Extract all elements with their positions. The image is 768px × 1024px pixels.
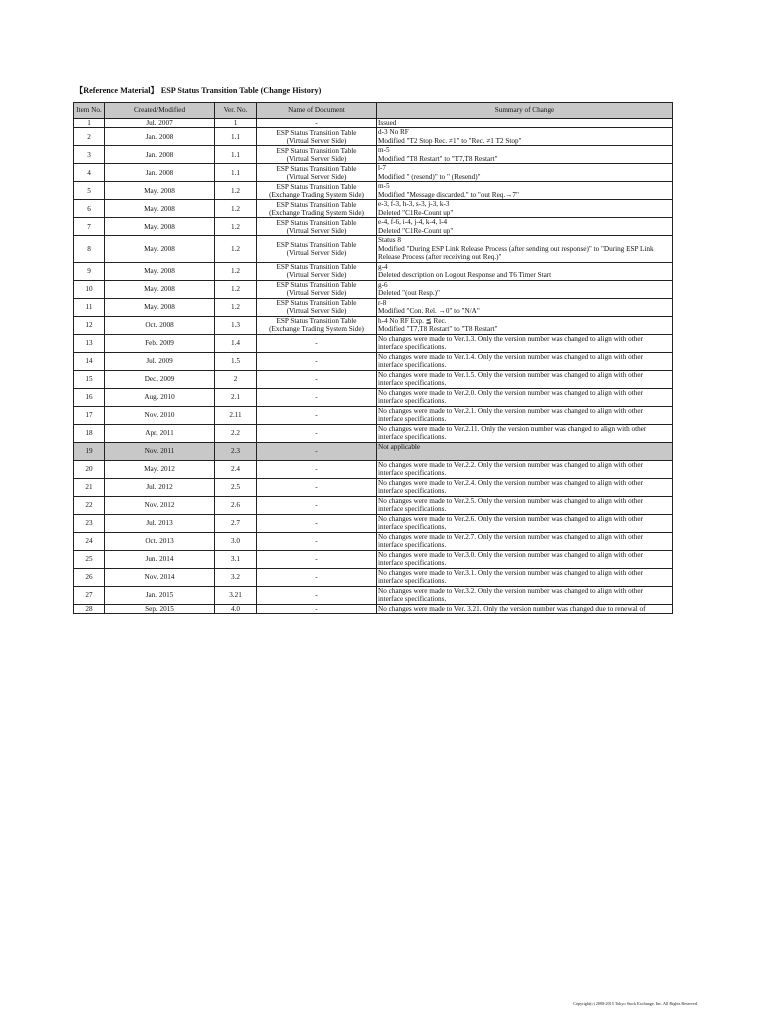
cell-item-no: 12 [74,316,105,334]
document-name-line: ESP Status Transition Table [276,200,357,209]
cell-summary [377,586,673,604]
summary-line: h-4 No RF Exp. ≦ Rec. [378,316,447,325]
document-name-line: - [315,536,318,545]
summary-line: Modified "T2 Stop Rec. ≠1" to "Rec. ≠1 T2 Stop" [378,136,522,145]
cell-item-no: 6 [74,200,105,218]
summary-line: Release Process (after receiving out Req.)" [378,253,502,262]
cell-version: 3.2 [215,568,257,586]
document-name-line: - [315,338,318,347]
cell-version: 1.1 [215,164,257,182]
cell-date: Jan. 2008 [105,164,215,182]
document-name-line: - [315,119,318,127]
cell-item-no: 15 [74,370,105,388]
summary-line: Deleted "C1Re-Count up" [378,226,454,235]
summary-line: interface specifications. [378,505,447,514]
summary-line: Deleted "C1Re-Count up" [378,208,454,217]
cell-item-no: 23 [74,514,105,532]
cell-item-no: 9 [74,262,105,280]
cell-summary [377,442,673,460]
cell-summary [377,218,673,236]
cell-date: Jun. 2014 [105,550,215,568]
summary-line: interface specifications. [378,415,447,424]
cell-item-no: 11 [74,298,105,316]
header-summary-of-change: Summary of Change [377,103,673,119]
cell-item-no: 4 [74,164,105,182]
summary-line: No changes were made to Ver.2.11. Only the version number was changed to align with other [378,424,647,433]
cell-document-name [257,406,377,424]
summary-line: No changes were made to Ver.3.2. Only the version number was changed to align with other [378,586,643,595]
cell-document-name [257,388,377,406]
cell-summary [377,280,673,298]
cell-summary [377,236,673,262]
cell-item-no: 25 [74,550,105,568]
document-name-line: ESP Status Transition Table [276,182,357,191]
cell-summary [377,334,673,352]
cell-version: 3.21 [215,586,257,604]
summary-line: Modified " (resend)" to " (Resend)" [378,172,481,181]
cell-date: Jul. 2012 [105,478,215,496]
table-row [74,352,673,370]
cell-document-name [257,550,377,568]
cell-item-no: 14 [74,352,105,370]
table-row [74,218,673,236]
document-name-line: - [315,464,318,473]
cell-document-name [257,164,377,182]
document-title: 【Reference Material】 ESP Status Transition Table (Change History) [75,86,322,95]
header-name-of-document: Name of Document [257,103,377,119]
cell-date: Jul. 2007 [105,119,215,128]
cell-item-no: 3 [74,146,105,164]
cell-document-name [257,352,377,370]
document-name-line: (Virtual Server Side) [286,307,347,316]
cell-version: 1.2 [215,200,257,218]
document-name-line: (Virtual Server Side) [286,271,347,280]
summary-line: Deleted description on Logout Response and T6 Timer Start [378,271,552,280]
cell-document-name [257,298,377,316]
cell-version: 2 [215,370,257,388]
summary-line: No changes were made to Ver.2.0. Only the version number was changed to align with other [378,388,643,397]
table-row [74,550,673,568]
table-row [74,182,673,200]
cell-version: 2.4 [215,460,257,478]
summary-line: interface specifications. [378,577,447,586]
cell-summary [377,164,673,182]
cell-date: Nov. 2012 [105,496,215,514]
summary-line: Status 8 [378,236,401,245]
cell-document-name [257,146,377,164]
cell-item-no: 13 [74,334,105,352]
summary-line: Modified "T7,T8 Restart" to "T8 Restart" [378,325,498,334]
cell-date: Jan. 2008 [105,128,215,146]
table-row [74,406,673,424]
table-row [74,370,673,388]
summary-line: No changes were made to Ver.3.1. Only the version number was changed to align with other [378,568,643,577]
summary-line: No changes were made to Ver.1.4. Only the version number was changed to align with other [378,352,643,361]
cell-version: 1.2 [215,182,257,200]
cell-version: 1 [215,119,257,128]
cell-date: May. 2008 [105,280,215,298]
cell-document-name [257,442,377,460]
cell-date: May. 2012 [105,460,215,478]
document-name-line: - [315,428,318,437]
cell-item-no: 22 [74,496,105,514]
document-name-line: ESP Status Transition Table [276,298,357,307]
cell-document-name [257,119,377,128]
cell-version: 2.6 [215,496,257,514]
cell-date: Jul. 2009 [105,352,215,370]
table-row [74,586,673,604]
cell-document-name [257,316,377,334]
cell-version: 3.0 [215,532,257,550]
cell-date: May. 2008 [105,200,215,218]
table-body [74,119,673,614]
summary-line: No changes were made to Ver.3.0. Only the version number was changed to align with other [378,550,643,559]
cell-item-no: 1 [74,119,105,128]
cell-date: May. 2008 [105,182,215,200]
summary-line: No changes were made to Ver.2.6. Only the version number was changed to align with other [378,514,643,523]
cell-document-name [257,496,377,514]
cell-date: Nov. 2014 [105,568,215,586]
cell-date: Nov. 2010 [105,406,215,424]
summary-line: Issued [378,119,397,127]
cell-item-no: 16 [74,388,105,406]
summary-line: g-4 [378,262,388,271]
cell-document-name [257,128,377,146]
table-row [74,298,673,316]
cell-summary [377,424,673,442]
cell-version: 1.3 [215,316,257,334]
table-row [74,604,673,613]
cell-document-name [257,262,377,280]
cell-summary [377,262,673,280]
document-name-line: ESP Status Transition Table [276,128,357,137]
cell-version: 1.1 [215,128,257,146]
cell-summary [377,532,673,550]
summary-line: interface specifications. [378,541,447,550]
cell-item-no: 19 [74,442,105,460]
document-name-line: - [315,604,318,613]
table-row [74,236,673,262]
cell-item-no: 8 [74,236,105,262]
document-name-line: (Virtual Server Side) [286,154,347,163]
cell-version: 3.1 [215,550,257,568]
cell-version: 2.5 [215,478,257,496]
cell-version: 2.11 [215,406,257,424]
document-name-line: ESP Status Transition Table [276,218,357,227]
cell-version: 2.7 [215,514,257,532]
cell-date: Oct. 2013 [105,532,215,550]
cell-date: Dec. 2009 [105,370,215,388]
document-name-line: - [315,500,318,509]
cell-item-no: 26 [74,568,105,586]
cell-date: May. 2008 [105,298,215,316]
summary-line: No changes were made to Ver.1.3. Only the version number was changed to align with other [378,334,643,343]
cell-version: 4.0 [215,604,257,613]
copyright-footer: Copyright(c) 2008-2015 Tokyo Stock Exchange, Inc. All Rights Reserved. [573,1001,698,1006]
summary-line: interface specifications. [378,343,447,352]
cell-summary [377,316,673,334]
cell-version: 1.5 [215,352,257,370]
summary-line: l-7 [378,164,386,173]
table-row [74,334,673,352]
cell-summary [377,352,673,370]
document-name-line: ESP Status Transition Table [276,240,357,249]
cell-item-no: 5 [74,182,105,200]
cell-document-name [257,236,377,262]
document-name-line: - [315,518,318,527]
cell-item-no: 21 [74,478,105,496]
table-row [74,164,673,182]
cell-document-name [257,568,377,586]
summary-line: interface specifications. [378,379,447,388]
summary-line: No changes were made to Ver.2.1. Only the version number was changed to align with other [378,406,643,415]
summary-line: Deleted "(out Resp.)" [378,289,440,298]
summary-line: No changes were made to Ver.2.2. Only the version number was changed to align with other [378,460,643,469]
table-row [74,442,673,460]
cell-summary [377,550,673,568]
cell-document-name [257,280,377,298]
header-created-modified: Created/Modified [105,103,215,119]
table-row [74,200,673,218]
document-name-line: ESP Status Transition Table [276,280,357,289]
cell-summary [377,370,673,388]
cell-summary [377,406,673,424]
summary-line: Modified "Message discarded." to "out Req.→7" [378,190,519,199]
table-row [74,532,673,550]
cell-date: Jul. 2013 [105,514,215,532]
cell-date: Oct. 2008 [105,316,215,334]
table-row [74,119,673,128]
summary-line: interface specifications. [378,397,447,406]
table-row [74,146,673,164]
cell-summary [377,200,673,218]
cell-item-no: 28 [74,604,105,613]
cell-version: 1.2 [215,298,257,316]
cell-date: May. 2008 [105,262,215,280]
table-row [74,460,673,478]
summary-line: interface specifications. [378,433,447,442]
document-name-line: - [315,482,318,491]
table-row [74,568,673,586]
cell-date: Apr. 2011 [105,424,215,442]
table-row [74,514,673,532]
cell-document-name [257,424,377,442]
document-name-line: (Virtual Server Side) [286,226,347,235]
document-name-line: - [315,554,318,563]
table-row [74,262,673,280]
cell-date: Aug. 2010 [105,388,215,406]
cell-item-no: 17 [74,406,105,424]
document-name-line: - [315,446,318,455]
cell-item-no: 7 [74,218,105,236]
cell-date: May. 2008 [105,218,215,236]
table-row [74,128,673,146]
cell-version: 1.2 [215,236,257,262]
cell-document-name [257,478,377,496]
summary-line: No changes were made to Ver.2.5. Only the version number was changed to align with other [378,496,643,505]
summary-line: m-5 [378,182,390,191]
table-row [74,388,673,406]
document-name-line: ESP Status Transition Table [276,316,357,325]
header-item-no: Item No. [74,103,105,119]
document-name-line: - [315,572,318,581]
summary-line: interface specifications. [378,595,447,604]
cell-item-no: 18 [74,424,105,442]
header-ver-no: Ver. No. [215,103,257,119]
cell-summary [377,604,673,613]
cell-version: 1.2 [215,262,257,280]
document-name-line: - [315,356,318,365]
cell-document-name [257,370,377,388]
summary-line: No changes were made to Ver.2.7. Only the version number was changed to align with other [378,532,643,541]
document-name-line: ESP Status Transition Table [276,262,357,271]
cell-document-name [257,604,377,613]
summary-line: No changes were made to Ver.2.4. Only the version number was changed to align with other [378,478,643,487]
summary-line: interface specifications. [378,559,447,568]
cell-document-name [257,514,377,532]
table-row [74,424,673,442]
table-row [74,496,673,514]
table-header-row [74,103,673,119]
summary-line: Modified "During ESP Link Release Process (after sending out response)" to "During ESP Link [378,244,654,253]
cell-date: May. 2008 [105,236,215,262]
summary-line: interface specifications. [378,361,447,370]
cell-date: Feb. 2009 [105,334,215,352]
table-row [74,280,673,298]
table-row [74,478,673,496]
summary-line: g-6 [378,280,388,289]
cell-date: Jan. 2015 [105,586,215,604]
cell-summary [377,478,673,496]
cell-summary [377,182,673,200]
summary-line: No changes were made to Ver.1.5. Only the version number was changed to align with other [378,370,643,379]
cell-summary [377,388,673,406]
document-name-line: - [315,392,318,401]
cell-item-no: 27 [74,586,105,604]
cell-version: 1.2 [215,218,257,236]
summary-line: Not applicable [378,442,421,451]
summary-line: r-8 [378,298,387,307]
document-name-line: (Virtual Server Side) [286,172,347,181]
cell-document-name [257,532,377,550]
cell-document-name [257,200,377,218]
summary-line: e-3, f-3, h-3, s-3, j-3, k-3 [378,200,450,209]
cell-version: 2.2 [215,424,257,442]
change-history-table [73,102,673,614]
cell-version: 2.1 [215,388,257,406]
cell-item-no: 10 [74,280,105,298]
cell-summary [377,568,673,586]
cell-item-no: 24 [74,532,105,550]
document-name-line: ESP Status Transition Table [276,164,357,173]
table-row [74,316,673,334]
document-name-line: (Exchange Trading System Side) [269,190,364,199]
summary-line: d-3 No RF [378,128,409,137]
summary-line: interface specifications. [378,469,447,478]
cell-document-name [257,334,377,352]
cell-item-no: 20 [74,460,105,478]
summary-line: Modified "T8 Restart" to "T7,T8 Restart" [378,154,498,163]
summary-line: No changes were made to Ver. 3.21. Only the version number was changed due to renewal of [378,604,646,613]
cell-document-name [257,218,377,236]
summary-line: m-5 [378,146,390,155]
document-name-line: ESP Status Transition Table [276,146,357,155]
cell-document-name [257,586,377,604]
document-name-line: (Virtual Server Side) [286,136,347,145]
cell-date: Sep. 2015 [105,604,215,613]
document-name-line: (Virtual Server Side) [286,289,347,298]
cell-summary [377,298,673,316]
cell-date: Jan. 2008 [105,146,215,164]
summary-line: interface specifications. [378,523,447,532]
cell-summary [377,496,673,514]
cell-summary [377,514,673,532]
cell-version: 1.2 [215,280,257,298]
document-name-line: - [315,590,318,599]
document-name-line: - [315,410,318,419]
document-name-line: - [315,374,318,383]
cell-date: Nov. 2011 [105,442,215,460]
cell-version: 1.4 [215,334,257,352]
summary-line: e-4, f-6, i-4, j-4, k-4, l-4 [378,218,448,227]
summary-line: Modified "Con. Rel. →0" to "N/A" [378,307,480,316]
cell-document-name [257,460,377,478]
document-name-line: (Virtual Server Side) [286,249,347,258]
cell-summary [377,128,673,146]
summary-line: interface specifications. [378,487,447,496]
cell-version: 2.3 [215,442,257,460]
cell-document-name [257,182,377,200]
document-name-line: (Exchange Trading System Side) [269,325,364,334]
cell-version: 1.1 [215,146,257,164]
cell-item-no: 2 [74,128,105,146]
cell-summary [377,119,673,128]
cell-summary [377,146,673,164]
document-name-line: (Exchange Trading System Side) [269,208,364,217]
cell-summary [377,460,673,478]
